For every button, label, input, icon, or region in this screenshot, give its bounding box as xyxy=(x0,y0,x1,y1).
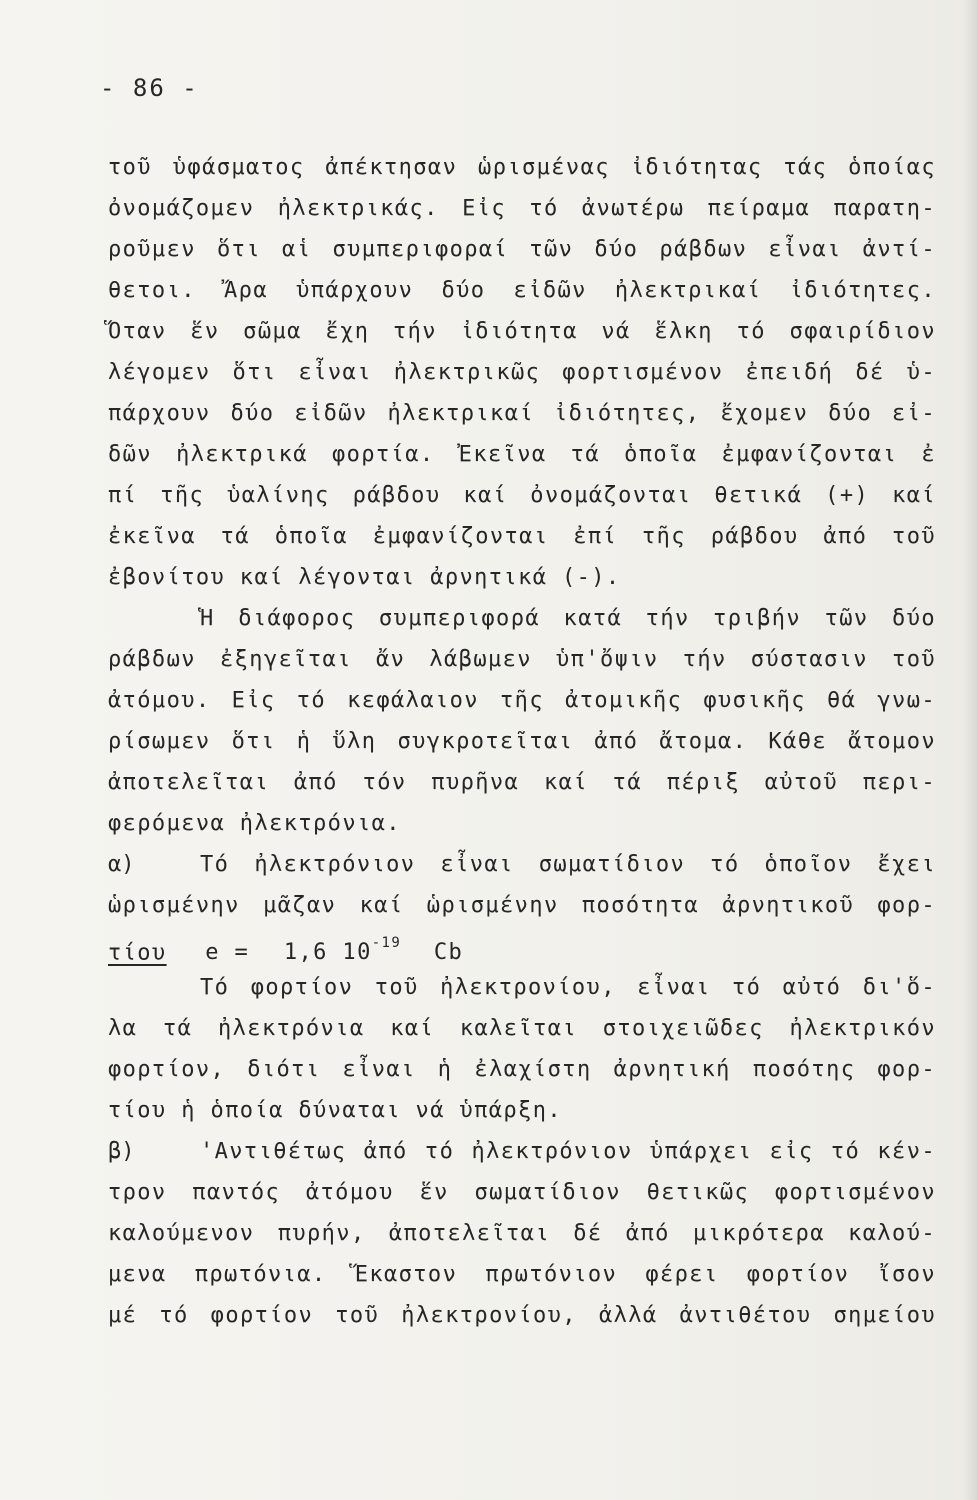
item-label-b: β) xyxy=(108,1139,135,1164)
text-line: ὡρισμένην μᾶζαν καί ὡρισμένην ποσότητα ἀρνητικοῦ φορ- xyxy=(108,893,936,918)
text-line: ἀποτελεῖται ἀπό τόν πυρῆνα καί τά πέριξ αὐτοῦ περι- xyxy=(108,770,936,795)
text-line: πάρχουν δύο εἰδῶν ἠλεκτρικαί ἰδιότητες, ἔχομεν δύο εἰ- xyxy=(108,401,936,426)
text-line: λέγομεν ὅτι εἶναι ἠλεκτρικῶς φορτισμένον ἐπειδή δέ ὑ- xyxy=(108,360,936,385)
text-line: πί τῆς ὑαλίνης ράβδου καί ὀνομάζονται θετικά (+) καί xyxy=(108,483,936,508)
item-label-a: α) xyxy=(108,852,135,877)
text-line: τρον παντός ἀτόμου ἕν σωματίδιον θετικῶς φορτισμένον xyxy=(108,1180,936,1205)
text-line: ἐβονίτου καί λέγονται ἀρνητικά (-). xyxy=(108,565,621,590)
charge-formula xyxy=(108,927,463,973)
text-line: μενα πρωτόνια. Ἕκαστον πρωτόνιον φέρει φορτίον ἴσον xyxy=(108,1262,936,1287)
text-line: Ὅταν ἕν σῶμα ἔχη τήν ἰδιότητα νά ἕλκη τό σφαιρίδιον xyxy=(108,319,936,344)
text-line: Τό ἠλεκτρόνιον εἶναι σωματίδιον τό ὁποῖον ἔχει xyxy=(200,852,936,877)
text-line: Ἡ διάφορος συμπεριφορά κατά τήν τριβήν τῶν δύο xyxy=(200,606,936,631)
text-line: ροῦμεν ὅτι αἱ συμπεριφοραί τῶν δύο ράβδων εἶναι ἀντί- xyxy=(108,237,936,262)
text-line: Τό φορτίον τοῦ ἠλεκτρονίου, εἶναι τό αὐτό δι'ὅ- xyxy=(200,975,936,1000)
formula-lhs: e = xyxy=(205,940,250,966)
text-line: 'Αντιθέτως ἀπό τό ἠλεκτρόνιον ὑπάρχει εἰς τό κέν- xyxy=(200,1139,936,1164)
formula-unit: Cb xyxy=(433,940,464,966)
text-line: δῶν ἠλεκτρικά φορτία. Ἐκεῖνα τά ὁποῖα ἐμφανίζονται ἐ xyxy=(108,442,936,467)
text-line: ρίσωμεν ὅτι ἡ ὕλη συγκροτεῖται ἀπό ἄτομα. Κάθε ἄτομον xyxy=(108,729,936,754)
text-line: θετοι. Ἄρα ὑπάρχουν δύο εἰδῶν ἠλεκτρικαί ἰδιότητες. xyxy=(108,278,936,303)
text-line: ἐκεῖνα τά ὁποῖα ἐμφανίζονται ἐπί τῆς ράβδου ἀπό τοῦ xyxy=(108,524,936,549)
text-line: ὀνομάζομεν ἠλεκτρικάς. Εἰς τό ἀνωτέρω πείραμα παρατη- xyxy=(108,196,936,221)
formula-word: τίου xyxy=(108,940,167,966)
formula-value: 1,6 10 xyxy=(283,940,372,966)
text-line: ράβδων ἐξηγεῖται ἄν λάβωμεν ὑπ'ὄψιν τήν σύστασιν τοῦ xyxy=(108,647,936,672)
page-edge-shadow xyxy=(963,0,977,1500)
text-line: φορτίον, διότι εἶναι ἡ ἐλαχίστη ἀρνητική ποσότης φορ- xyxy=(108,1057,936,1082)
text-line: καλούμενον πυρήν, ἀποτελεῖται δέ ἀπό μικρότερα καλού- xyxy=(108,1221,936,1246)
page-number: - 86 - xyxy=(100,74,199,102)
formula-exponent: -19 xyxy=(371,935,402,951)
text-line: λα τά ἠλεκτρόνια καί καλεῖται στοιχειῶδες ἠλεκτρικόν xyxy=(108,1016,936,1041)
text-line: μέ τό φορτίον τοῦ ἠλεκτρονίου, ἀλλά ἀντιθέτου σημείου xyxy=(108,1303,936,1328)
text-line: τίου ἡ ὁποία δύναται νά ὑπάρξη. xyxy=(108,1098,562,1123)
text-line: ἀτόμου. Εἰς τό κεφάλαιον τῆς ἀτομικῆς φυσικῆς θά γνω- xyxy=(108,688,936,713)
text-line: φερόμενα ἠλεκτρόνια. xyxy=(108,811,401,836)
text-line: τοῦ ὑφάσματος ἀπέκτησαν ὡρισμένας ἰδιότητας τάς ὁποίας xyxy=(108,155,936,180)
